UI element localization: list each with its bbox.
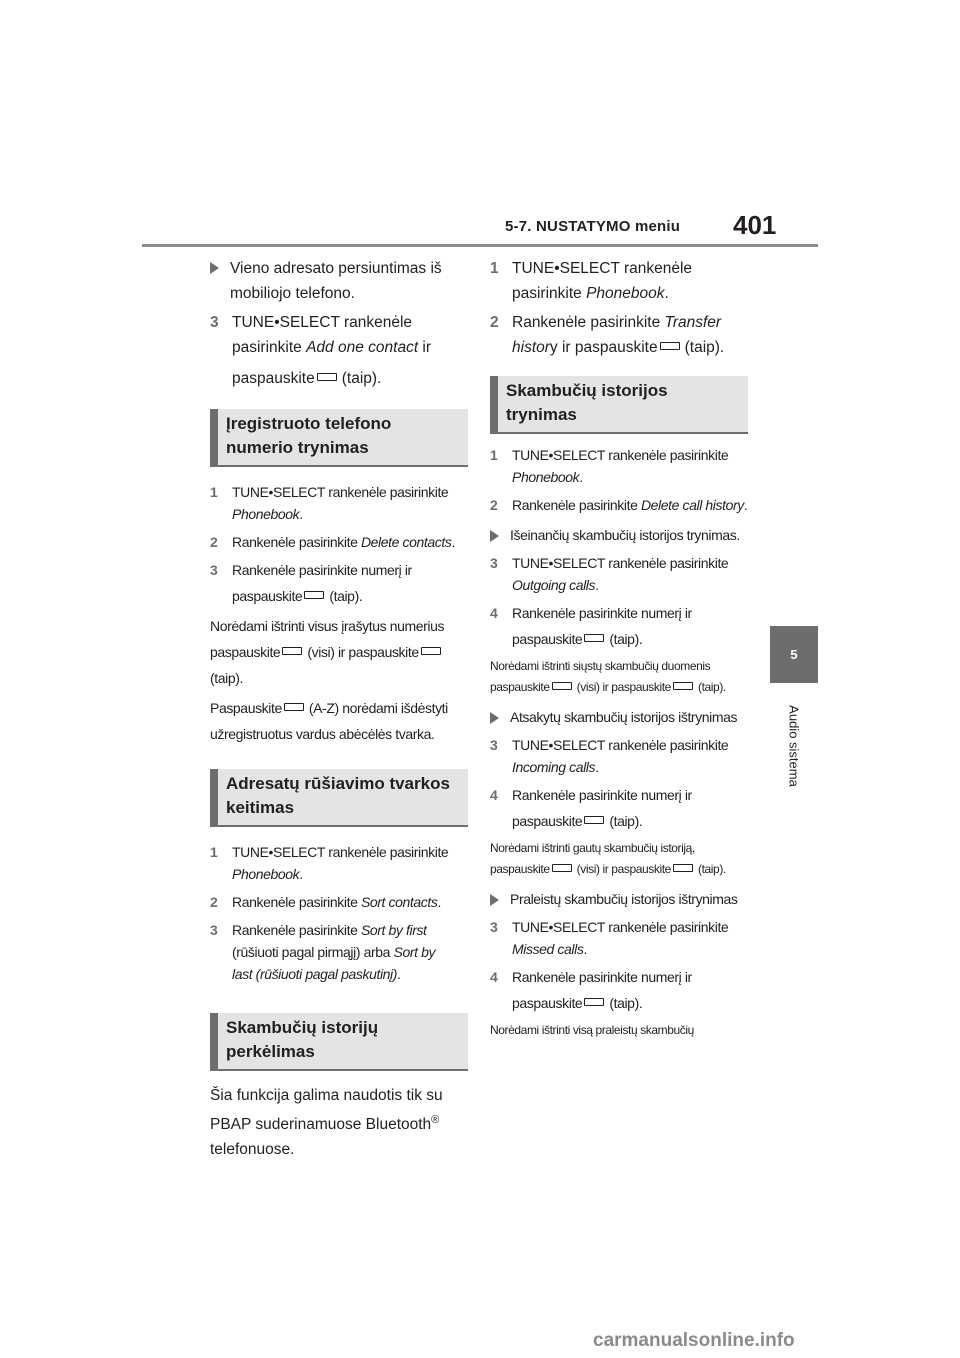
section-heading: Įregistruoto telefono numerio trynimas bbox=[210, 409, 468, 467]
step-4: 4 Rankenėle pasirinkite numerį ir paspauskite (taip). bbox=[490, 787, 692, 829]
section-heading: Skambučių istorijos trynimas bbox=[490, 376, 748, 434]
bullet-item: Atsakytų skambučių istorijos ištrynimas bbox=[490, 706, 752, 728]
triangle-bullet-icon bbox=[490, 530, 499, 542]
triangle-bullet-icon bbox=[490, 712, 499, 724]
all-button-icon bbox=[282, 647, 302, 655]
yes-button-icon bbox=[584, 998, 604, 1006]
step-4: 4 Rankenėle pasirinkite numerį ir paspauskite (taip). bbox=[490, 969, 692, 1011]
right-column bbox=[490, 252, 752, 1041]
step-2: 2 Rankenėle pasirinkite Sort contacts. bbox=[210, 894, 441, 910]
step-1: 1 TUNE•SELECT rankenėle pasirinkite Phonebook. bbox=[490, 260, 693, 302]
chapter-tab: 5 bbox=[770, 626, 818, 683]
step-4: 4 Rankenėle pasirinkite numerį ir paspauskite (taip). bbox=[490, 605, 692, 647]
bullet-item: Išeinančių skambučių istorijos trynimas. bbox=[490, 524, 752, 546]
all-button-icon bbox=[552, 682, 572, 690]
step-1: 1 TUNE•SELECT rankenėle pasirinkite Phonebook. bbox=[490, 447, 729, 485]
note-text: Norėdami ištrinti visus įrašytus numerius paspauskite (visi) ir paspauskite (taip). Paspauskite (A-Z) norėdami išdėstyti užregistruotus vardus abėcėlės tvarka. bbox=[210, 618, 448, 742]
watermark: carmanualsonline.info bbox=[593, 1330, 795, 1351]
yes-button-icon bbox=[584, 816, 604, 824]
all-button-icon bbox=[552, 864, 572, 872]
step-3: 3 Rankenėle pasirinkite Sort by first (rūšiuoti pagal pirmąjį) arba Sort by last (rūšiuoti pagal paskutinį). bbox=[210, 922, 436, 982]
step-3: 3 Rankenėle pasirinkite numerį ir paspauskite (taip). bbox=[210, 562, 412, 604]
triangle-bullet-icon bbox=[490, 894, 499, 906]
yes-button-icon bbox=[673, 864, 693, 872]
paragraph: Šia funkcija galima naudotis tik su PBAP suderinamuose Bluetooth® telefonuose. bbox=[210, 1087, 443, 1159]
yes-button-icon bbox=[317, 373, 337, 381]
step-3: 3 TUNE•SELECT rankenėle pasirinkite Missed calls. bbox=[490, 919, 729, 957]
note-text: Norėdami ištrinti siųstų skambučių duomenis paspauskite (visi) ir paspauskite (taip). bbox=[490, 659, 726, 694]
step-3: 3 TUNE•SELECT rankenėle pasirinkite Outgoing calls. bbox=[490, 555, 729, 593]
section-heading: Skambučių istorijų perkėlimas bbox=[210, 1013, 468, 1071]
step-3: 3 TUNE•SELECT rankenėle pasirinkite Incoming calls. bbox=[490, 737, 729, 775]
footer-strip bbox=[0, 1326, 960, 1358]
triangle-bullet-icon bbox=[210, 262, 219, 274]
az-button-icon bbox=[284, 703, 304, 711]
yes-button-icon bbox=[304, 591, 324, 599]
header-divider bbox=[142, 244, 818, 247]
step-1: 1 TUNE•SELECT rankenėle pasirinkite Phonebook. bbox=[210, 844, 449, 882]
step-1: 1 TUNE•SELECT rankenėle pasirinkite Phonebook. bbox=[210, 484, 449, 522]
note-text: Norėdami ištrinti visą praleistų skambučių bbox=[490, 1023, 694, 1037]
chapter-tab-label: Audio sistema bbox=[786, 705, 802, 787]
page-number: 401 bbox=[733, 210, 777, 240]
yes-button-icon bbox=[660, 342, 680, 350]
step-2: 2 Rankenėle pasirinkite Delete call history. bbox=[490, 497, 748, 513]
bullet-item: Praleistų skambučių istorijos ištrynimas bbox=[490, 888, 752, 910]
yes-button-icon bbox=[673, 682, 693, 690]
note-text: Norėdami ištrinti gautų skambučių istoriją, paspauskite (visi) ir paspauskite (taip). bbox=[490, 841, 726, 876]
step-2: 2 Rankenėle pasirinkite Transfer history ir paspauskite (taip). bbox=[490, 314, 725, 356]
left-column bbox=[210, 252, 472, 1162]
section-title: 5-7. NUSTATYMO meniu bbox=[505, 218, 681, 235]
yes-button-icon bbox=[584, 634, 604, 642]
bullet-item: Vieno adresato persiuntimas iš mobiliojo telefono. bbox=[210, 256, 472, 306]
yes-button-icon bbox=[421, 647, 441, 655]
step-2: 2 Rankenėle pasirinkite Delete contacts. bbox=[210, 534, 455, 550]
step-3: 3 TUNE•SELECT rankenėle pasirinkite Add one contact ir paspauskite (taip). bbox=[210, 314, 432, 387]
section-heading: Adresatų rūšiavimo tvarkos keitimas bbox=[210, 769, 468, 827]
